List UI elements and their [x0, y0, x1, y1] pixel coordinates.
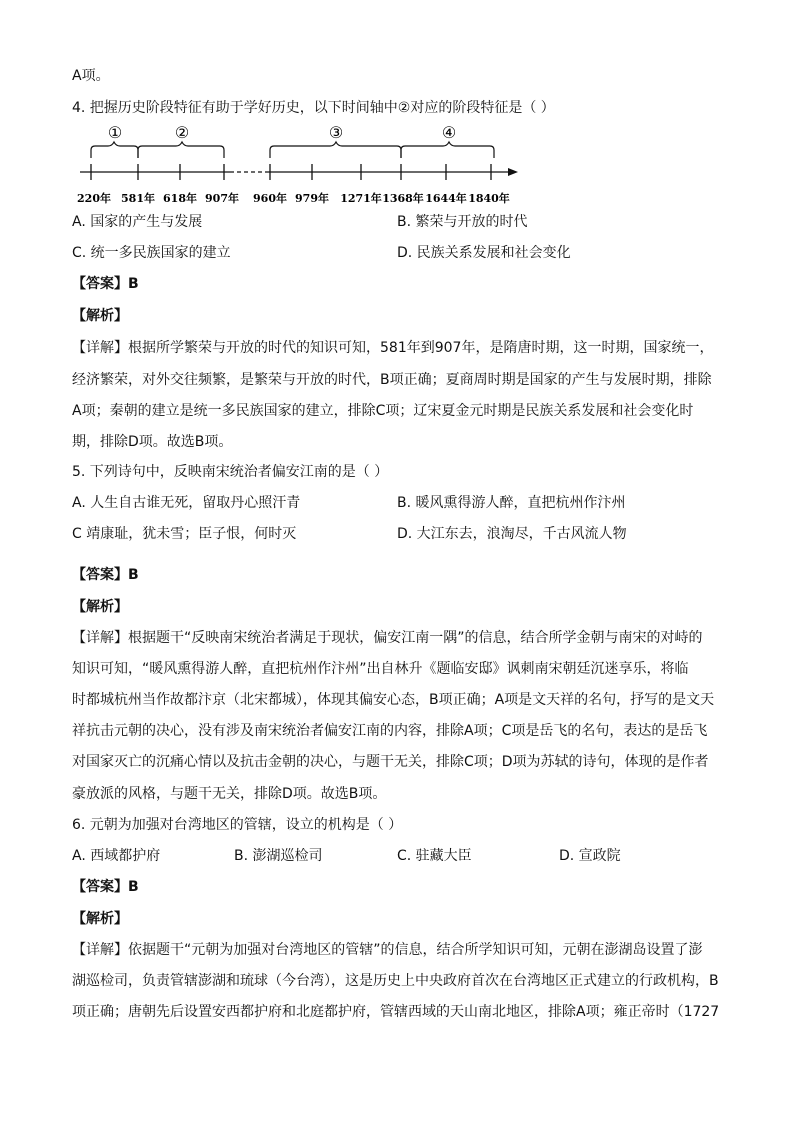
brace-label-4: ④	[441, 124, 457, 142]
q6-answer: 【答案】B	[72, 879, 139, 895]
q5-stem: 5. 下列诗句中，反映南宋统治者偏安江南的是（ ）	[72, 464, 389, 480]
q5-detail-line: 对国家灭亡的沉痛心情以及抗击金朝的决心，与题干无关，排除C项；D项为苏轼的诗句，体现的是作者	[72, 754, 709, 770]
q5-option-a: A. 人生自古谁无死，留取丹心照汗青	[72, 495, 301, 511]
q4-detail-line: 期，排除D项。故选B项。	[72, 434, 233, 450]
tick-label: 979年	[295, 192, 329, 205]
tick-label: 581年	[121, 192, 155, 205]
brace-label-3: ③	[328, 124, 344, 142]
q4-option-d: D. 民族关系发展和社会变化	[397, 245, 571, 261]
q6-option-c: C. 驻藏大臣	[397, 848, 472, 864]
q5-option-b: B. 暖风熏得游人醉，直把杭州作汴州	[397, 495, 626, 511]
brace-2	[138, 124, 224, 158]
tick-label: 220年	[77, 192, 111, 205]
tick-label: 1840年	[468, 192, 510, 205]
q5-detail-line: 知识可知，“暖风熏得游人醉，直把杭州作汴州”出自林升《题临安邸》讽刺南宋朝廷沉迷享乐，将临	[72, 661, 689, 677]
q5-option-d: D. 大江东去，浪淘尽，千古风流人物	[397, 526, 627, 542]
q4-detail-line: A项；秦朝的建立是统一多民族国家的建立，排除C项；辽宋夏金元时期是民族关系发展和社会变化时	[72, 403, 694, 419]
q6-stem: 6. 元朝为加强对台湾地区的管辖，设立的机构是（ ）	[72, 817, 403, 833]
tick-label: 1644年	[425, 192, 467, 205]
q4-option-c: C. 统一多民族国家的建立	[72, 245, 231, 261]
q5-detail-line: 【详解】根据题干“反映南宋统治者满足于现状，偏安江南一隅”的信息，结合所学金朝与南宋的对峙的	[72, 630, 703, 646]
brace-label-1: ①	[107, 124, 123, 142]
q6-analysis-heading: 【解析】	[72, 911, 128, 927]
q6-option-d: D. 宣政院	[559, 848, 621, 864]
tick-label: 907年	[205, 192, 239, 205]
q5-detail-line: 时都城杭州当作故都汴京（北宋都城），体现其偏安心态，B项正确；A项是文天祥的名句，抒写的是文天	[72, 692, 715, 708]
q4-analysis-heading: 【解析】	[72, 308, 128, 324]
tick-label: 1271年	[340, 192, 382, 205]
q6-detail-line: 项正确；唐朝先后设置安西都护府和北庭都护府，管辖西域的天山南北地区，排除A项；雍正帝时（1727	[72, 1004, 720, 1020]
brace-3	[270, 124, 401, 158]
q6-detail-line: 【详解】依据题干“元朝为加强对台湾地区的管辖”的信息，结合所学知识可知，元朝在澎湖岛设置了澎	[72, 942, 703, 958]
q5-detail-line: 祥抗击元朝的决心，没有涉及南宋统治者偏安江南的内容，排除A项；C项是岳飞的名句，表达的是岳飞	[72, 723, 708, 739]
previous-answer-fragment: A项。	[72, 68, 110, 84]
tick-label: 618年	[163, 192, 197, 205]
q5-detail-line: 豪放派的风格，与题干无关，排除D项。故选B项。	[72, 786, 387, 802]
q4-option-a: A. 国家的产生与发展	[72, 214, 203, 230]
q5-answer: 【答案】B	[72, 567, 139, 583]
q6-option-b: B. 澎湖巡检司	[234, 848, 323, 864]
tick-label: 1368年	[382, 192, 424, 205]
axis-arrow	[508, 168, 518, 176]
q4-answer: 【答案】B	[72, 276, 139, 292]
brace-1	[91, 124, 138, 158]
q6-option-a: A. 西域都护府	[72, 848, 161, 864]
q6-detail-line: 湖巡检司，负责管辖澎湖和琉球（今台湾），这是历史上中央政府首次在台湾地区正式建立的行政机构，B	[72, 973, 719, 989]
timeline-diagram	[72, 124, 522, 206]
q5-analysis-heading: 【解析】	[72, 599, 128, 615]
q4-stem: 4. 把握历史阶段特征有助于学好历史，以下时间轴中②对应的阶段特征是（ ）	[72, 100, 555, 116]
tick-label: 960年	[253, 192, 287, 205]
q4-option-b: B. 繁荣与开放的时代	[397, 214, 528, 230]
q5-option-c: C 靖康耻，犹未雪；臣子恨，何时灭	[72, 526, 297, 542]
q4-detail-line: 经济繁荣，对外交往频繁，是繁荣与开放的时代，B项正确；夏商周时期是国家的产生与发展时期，排除	[72, 372, 712, 388]
q4-detail-line: 【详解】根据所学繁荣与开放的时代的知识可知，581年到907年，是隋唐时期，这一时期，国家统一，	[72, 340, 714, 356]
brace-label-2: ②	[174, 124, 190, 142]
brace-4	[401, 124, 494, 158]
